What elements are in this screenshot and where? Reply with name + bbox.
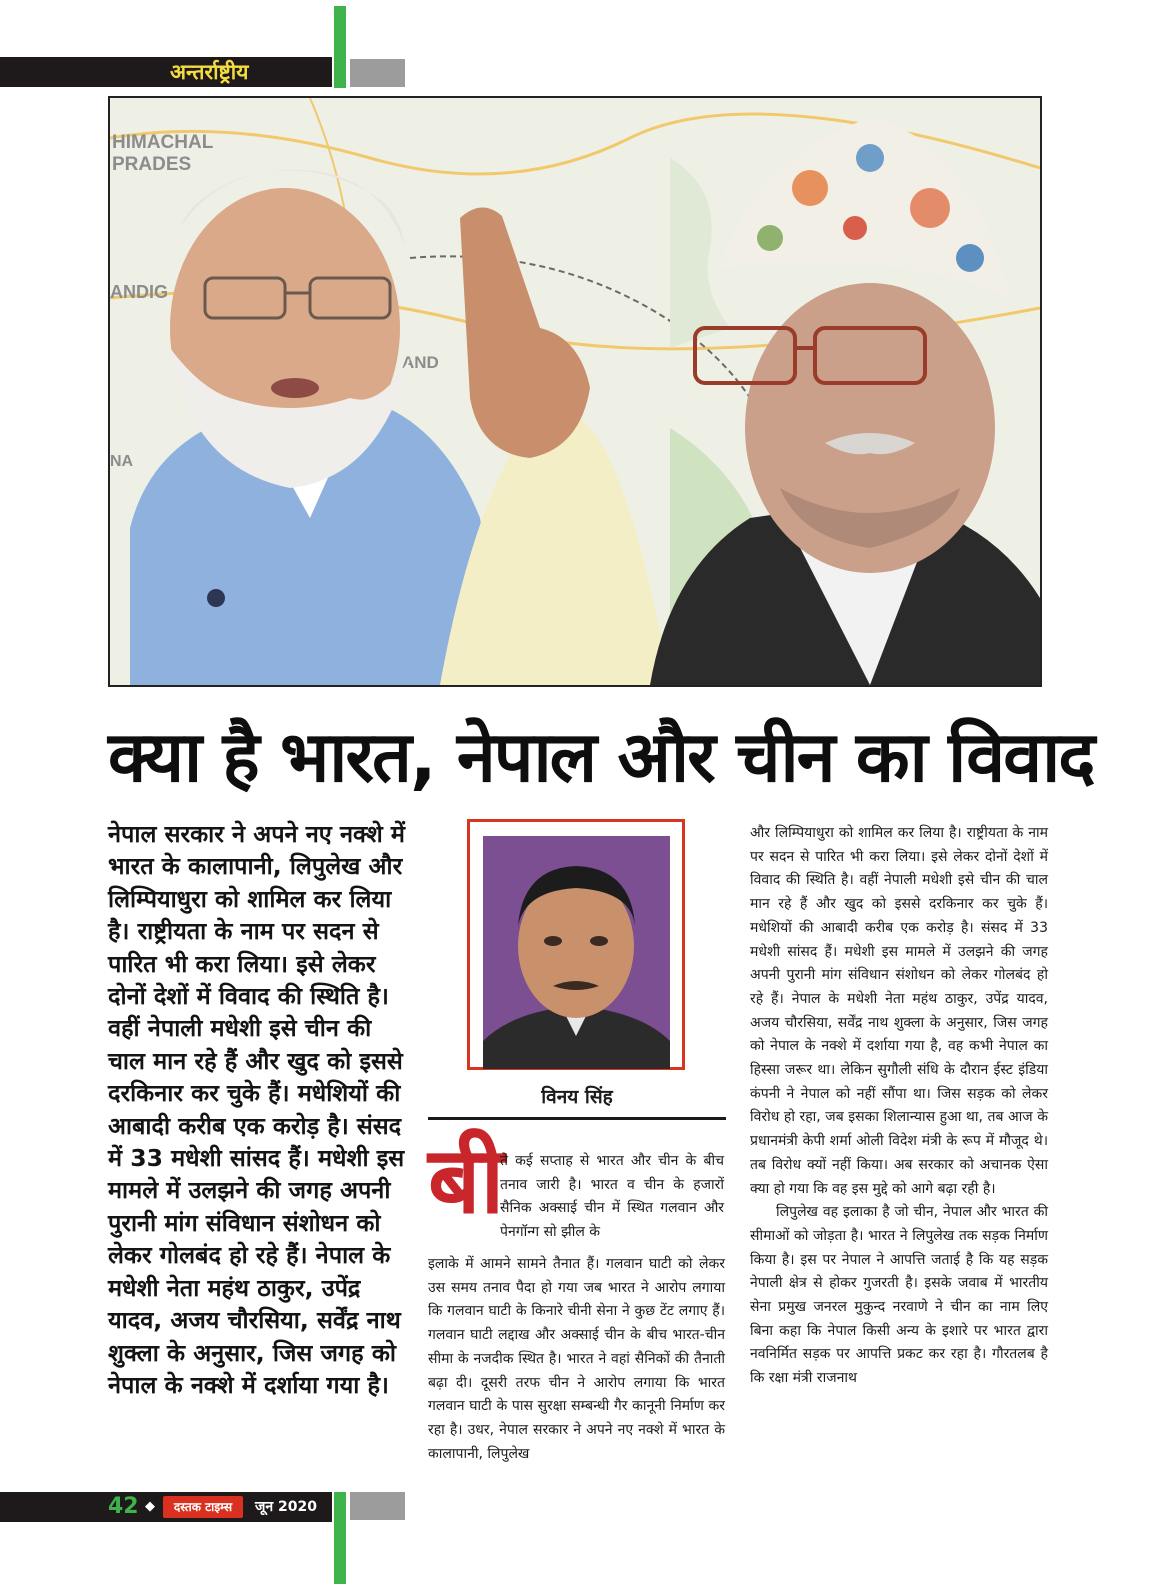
issue-date: जून 2020 xyxy=(255,1499,317,1515)
hero-illustration xyxy=(110,98,1040,685)
headline: क्या है भारत, नेपाल और चीन का विवाद xyxy=(108,716,1094,798)
author-name: विनय सिंह xyxy=(541,1086,613,1108)
divider xyxy=(428,1117,726,1120)
map-label: AND xyxy=(402,353,439,372)
col3-paragraph-2: लिपुलेख वह इलाका है जो चीन, नेपाल और भारत की सीमाओं को जोड़ता है। भारत ने लिपुलेख तक सड़क निर्माण किया है। इस पर नेपाल ने आपत्ति जताई है कि यह सड़क नेपाली क्षेत्र से होकर गुजरती है। इसके जवाब में भारतीय सेना प्रमुख जनरल मुकुन्द नरवाणे ने चीन का नाम लिए बिना कहा कि नेपाल किसी अन्य के इशारे पर भारत द्वारा नवनिर्मित सड़क पर आपत्ति प्रकट कर रहा है। गौरतलब है कि रक्षा मंत्री राजनाथ xyxy=(750,1204,1048,1387)
drop-cap: बी xyxy=(428,1127,505,1234)
section-bar xyxy=(0,57,332,87)
accent-stripe-top xyxy=(334,6,346,88)
col3-paragraph-1: और लिम्पियाधुरा को शामिल कर लिया है। राष्ट्रीयता के नाम पर सदन से पारित भी करा लिया। इसे लेकर दोनों देशों में विवाद की स्थिति है। वहीं नेपाली मधेशी इसे चीन की चाल मान रहे हैं और खुद को इससे दरकिनार कर चुके हैं। मधेशियों की आबादी करीब एक करोड़ है। संसद में 33 मधेशी सांसद हैं। मधेशी इस मामले में उलझने की जगह अपनी पुरानी मांग संविधान संशोधन को लेकर गोलबंद हो रहे हैं। नेपाल के मधेशी नेता महंथ ठाकुर, उपेंद्र यादव, अजय चौरसिया, सर्वेंद्र नाथ शुक्ला के अनुसार, जिस जगह को नेपाल के नक्शे में दर्शाया गया है, वह कभी नेपाल का हिस्सा जरूर था। लेकिन सुगौली संधि के दौरान ईस्ट इंडिया कंपनी ने नेपाल को नहीं सौंपा था। जिस सड़क को लेकर विरोध हो रहा, जब इसका शिलान्यास हुआ था, तब आज के प्रधानमंत्री केपी शर्मा ओली विदेश मंत्री के रूप में मौजूद थे। तब विरोध क्यों नहीं किया। अब सरकार को अचानक ऐसा क्या हो गया कि वह इस मुद्दे को आगे बढ़ा रही है। xyxy=(750,825,1048,1197)
author-photo xyxy=(483,836,670,1069)
grey-block-bottom xyxy=(350,1492,405,1520)
hero-image xyxy=(108,96,1042,687)
magazine-logo: दस्तक टाइम्स xyxy=(163,1496,243,1518)
grey-block-top xyxy=(350,59,405,87)
lead-paragraph: नेपाल सरकार ने अपने नए नक्शे में भारत के कालापानी, लिपुलेख और लिम्पियाधुरा को शामिल कर लिया है। राष्ट्रीयता के नाम पर सदन से पारित भी करा लिया। इसे लेकर दोनों देशों में विवाद की स्थिति है। वहीं नेपाली मधेशी इसे चीन की चाल मान रहे हैं और खुद को इससे दरकिनार कर चुके हैं। मधेशियों की आबादी करीब एक करोड़ है। संसद में 33 मधेशी सांसद हैं। मधेशी इस मामले में उलझने की जगह अपनी पुरानी मांग संविधान संशोधन को लेकर गोलबंद हो रहे हैं। नेपाल के मधेशी नेता महंथ ठाकुर, उपेंद्र यादव, अजय चौरसिया, सर्वेंद्र नाथ शुक्ला के अनुसार, जिस जगह को नेपाल के नक्शे में दर्शाया गया है। xyxy=(108,820,405,1399)
map-label: HIMACHAL xyxy=(112,132,214,153)
body-text-col2-top: ते कई सप्ताह से भारत और चीन के बीच तनाव जारी है। भारत व चीन के हजारों सैनिक अक्साई चीन में स्थित गलवान और पेनगॉन्ग सो झील के xyxy=(500,1153,724,1241)
bullet-icon: ◆ xyxy=(145,1499,155,1514)
accent-stripe-bottom xyxy=(334,1492,346,1584)
map-label: NA xyxy=(110,453,134,470)
section-label: अन्तर्राष्ट्रीय xyxy=(170,60,249,84)
map-label: ANDIG xyxy=(110,282,168,302)
map-label: PRADES xyxy=(112,154,192,175)
body-text-col3 xyxy=(750,822,1048,1391)
body-text-col2: इलाके में आमने सामने तैनात हैं। गलवान घाटी को लेकर उस समय तनाव पैदा हो गया जब भारत ने आरोप लगाया कि गलवान घाटी के किनारे चीनी सेना ने कुछ टेंट लगाए हैं। गलवान घाटी लद्दाख और अक्साई चीन के बीच भारत-चीन सीमा के नजदीक स्थित है। भारत ने वहां सैनिकों की तैनाती बढ़ा दी। दूसरी तरफ चीन ने आरोप लगाया कि भारत गलवान घाटी के पास सुरक्षा सम्बन्धी गैर कानूनी निर्माण कर रहा है। उधर, नेपाल सरकार ने अपने नए नक्शे में भारत के कालापानी, लिपुलेख xyxy=(428,1256,725,1462)
page-number: 42 xyxy=(108,1494,139,1519)
author-portrait xyxy=(483,836,670,1069)
